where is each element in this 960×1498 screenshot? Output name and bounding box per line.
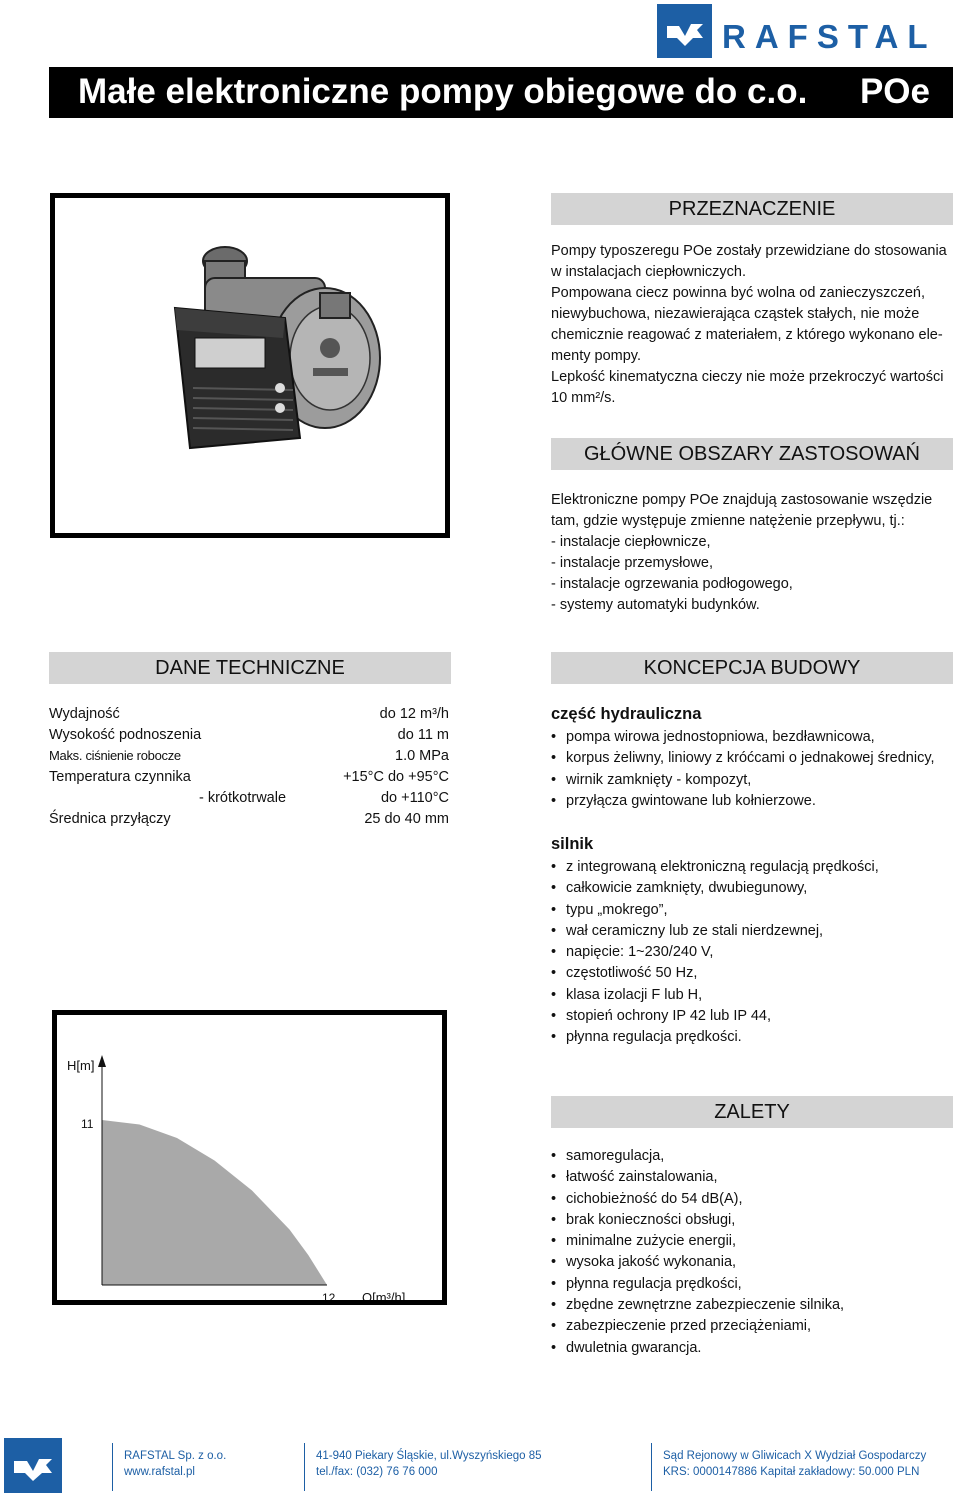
zastosowania-text xyxy=(551,490,953,616)
text-line: menty pompy. xyxy=(551,348,641,364)
tech-value: 25 do 40 mm xyxy=(364,811,449,827)
text-line: Pompowana ciecz powinna być wolna od zanieczyszczeń, xyxy=(551,285,925,301)
footer-divider xyxy=(651,1443,652,1491)
list-item: • z integrowaną elektroniczną regulacją prędkości, xyxy=(551,857,879,878)
performance-area xyxy=(102,1120,327,1285)
list-item: • brak konieczności obsługi, xyxy=(551,1210,844,1231)
performance-chart xyxy=(57,1015,442,1300)
text-line: 10 mm²/s. xyxy=(551,390,616,406)
hydraulic-subheading: część hydrauliczna xyxy=(551,705,702,723)
list-item: • korpus żeliwny, liniowy z króćcami o jednakowej średnicy, xyxy=(551,748,935,769)
tech-label: Wysokość podnoszenia xyxy=(49,727,202,743)
y-axis-label: H[m] xyxy=(67,1058,95,1073)
tech-label: Średnica przyłączy xyxy=(49,811,171,827)
text-line: chemicznie reagować z materiałem, z którego wykonano ele- xyxy=(551,327,943,343)
y-axis-arrow xyxy=(98,1055,106,1067)
list-item: • napięcie: 1~230/240 V, xyxy=(551,942,879,963)
text-line: - instalacje ogrzewania podłogowego, xyxy=(551,576,793,592)
list-item: • samoregulacja, xyxy=(551,1146,844,1167)
list-item: • wysoka jakość wykonania, xyxy=(551,1252,844,1273)
address-line: 41-940 Piekary Śląskie, ul.Wyszyńskiego 85 xyxy=(316,1450,542,1462)
tech-label: - krótkotrwale xyxy=(199,790,287,806)
text-line: - instalacje ciepłownicze, xyxy=(551,534,711,550)
text-line: - instalacje przemysłowe, xyxy=(551,555,713,571)
footer-divider xyxy=(304,1443,305,1491)
motor-list xyxy=(551,857,879,1049)
list-item: • przyłącza gwintowane lub kołnierzowe. xyxy=(551,791,935,812)
text-line: Elektroniczne pompy POe znajdują zastosowanie wszędzie xyxy=(551,492,933,508)
section-heading-dane: DANE TECHNICZNE xyxy=(49,652,451,684)
text-line: niewybuchowa, niezawierająca cząstek stałych, nie może xyxy=(551,306,920,322)
list-item: • łatwość zainstalowania, xyxy=(551,1167,844,1188)
pump-illustration xyxy=(55,198,445,533)
section-heading-koncepcja: KONCEPCJA BUDOWY xyxy=(551,652,953,684)
list-item: • częstotliwość 50 Hz, xyxy=(551,963,879,984)
tech-label: Wydajność xyxy=(49,706,120,722)
section-heading-przeznaczenie: PRZEZNACZENIE xyxy=(551,193,953,225)
tech-row xyxy=(49,748,449,769)
tech-value: do +110°C xyxy=(380,790,449,806)
section-heading-zastosowania: GŁÓWNE OBSZARY ZASTOSOWAŃ xyxy=(551,438,953,470)
list-item: • typu „mokrego”, xyxy=(551,900,879,921)
performance-chart-frame xyxy=(52,1010,447,1305)
advantages-list xyxy=(551,1146,844,1359)
text-line: Pompy typoszeregu POe zostały przewidziane do stosowania xyxy=(551,243,947,259)
tech-value: do 12 m³/h xyxy=(379,706,449,722)
hydraulic-list xyxy=(551,727,935,812)
list-item: • wał ceramiczny lub ze stali nierdzewnej, xyxy=(551,921,879,942)
motor-subheading: silnik xyxy=(551,835,594,853)
tech-row xyxy=(49,727,449,748)
y-tick-label: 11 xyxy=(81,1117,94,1131)
list-item: • minimalne zużycie energii, xyxy=(551,1231,844,1252)
text-line: tam, gdzie występuje zmienne natężenie przepływu, tj.: xyxy=(551,513,905,529)
przeznaczenie-text xyxy=(551,241,953,409)
footer-divider xyxy=(112,1443,113,1491)
tech-label: Maks. ciśnienie robocze xyxy=(49,748,181,763)
list-item: • cichobieżność do 54 dB(A), xyxy=(551,1189,844,1210)
footer-logo-mark xyxy=(4,1438,62,1493)
text-line: - systemy automatyki budynków. xyxy=(551,597,760,613)
tech-value: +15°C do +95°C xyxy=(343,769,449,785)
tech-row xyxy=(49,811,449,832)
phone-line: tel./fax: (032) 76 76 000 xyxy=(316,1466,438,1478)
krs-line: KRS: 0000147886 Kapitał zakładowy: 50.000 PLN xyxy=(663,1466,920,1478)
brand-logo-text: RAFSTAL xyxy=(722,18,937,55)
text-line: Lepkość kinematyczna cieczy nie może przekroczyć wartości xyxy=(551,369,944,385)
product-code: POe xyxy=(859,72,930,111)
footer-address xyxy=(316,1448,542,1480)
list-item: • zabezpieczenie przed przeciążeniami, xyxy=(551,1316,844,1337)
list-item: • płynna regulacja prędkości, xyxy=(551,1274,844,1295)
company-name: RAFSTAL Sp. z o.o. xyxy=(124,1450,227,1462)
list-item: • wirnik zamknięty - kompozyt, xyxy=(551,770,935,791)
tech-value: 1.0 MPa xyxy=(395,748,449,764)
list-item: • stopień ochrony IP 42 lub IP 44, xyxy=(551,1006,879,1027)
list-item: • zbędne zewnętrzne zabezpieczenie silnika, xyxy=(551,1295,844,1316)
x-axis-label: Q[m³/h] xyxy=(362,1290,406,1300)
brand-logo-mark xyxy=(657,4,712,58)
list-item: • dwuletnia gwarancja. xyxy=(551,1338,844,1359)
list-item: • klasa izolacji F lub H, xyxy=(551,985,879,1006)
tech-label: Temperatura czynnika xyxy=(49,769,191,785)
pump-photo-frame xyxy=(50,193,450,538)
tech-value: do 11 m xyxy=(397,727,449,743)
footer-company xyxy=(124,1448,226,1480)
tech-row xyxy=(49,769,449,790)
section-heading-zalety: ZALETY xyxy=(551,1096,953,1128)
list-item: • całkowicie zamknięty, dwubiegunowy, xyxy=(551,878,879,899)
list-item: • pompa wirowa jednostopniowa, bezdławnicowa, xyxy=(551,727,935,748)
tech-row xyxy=(49,706,449,727)
list-item: • płynna regulacja prędkości. xyxy=(551,1027,879,1048)
page-title: Małe elektroniczne pompy obiegowe do c.o. xyxy=(78,72,808,111)
text-line: w instalacjach ciepłowniczych. xyxy=(551,264,747,280)
tech-row xyxy=(49,790,449,811)
court-line: Sąd Rejonowy w Gliwicach X Wydział Gospodarczy xyxy=(663,1450,927,1462)
x-tick-label: 12 xyxy=(322,1291,336,1300)
website-link[interactable]: www.rafstal.pl xyxy=(124,1466,195,1478)
footer-registry xyxy=(663,1448,926,1480)
